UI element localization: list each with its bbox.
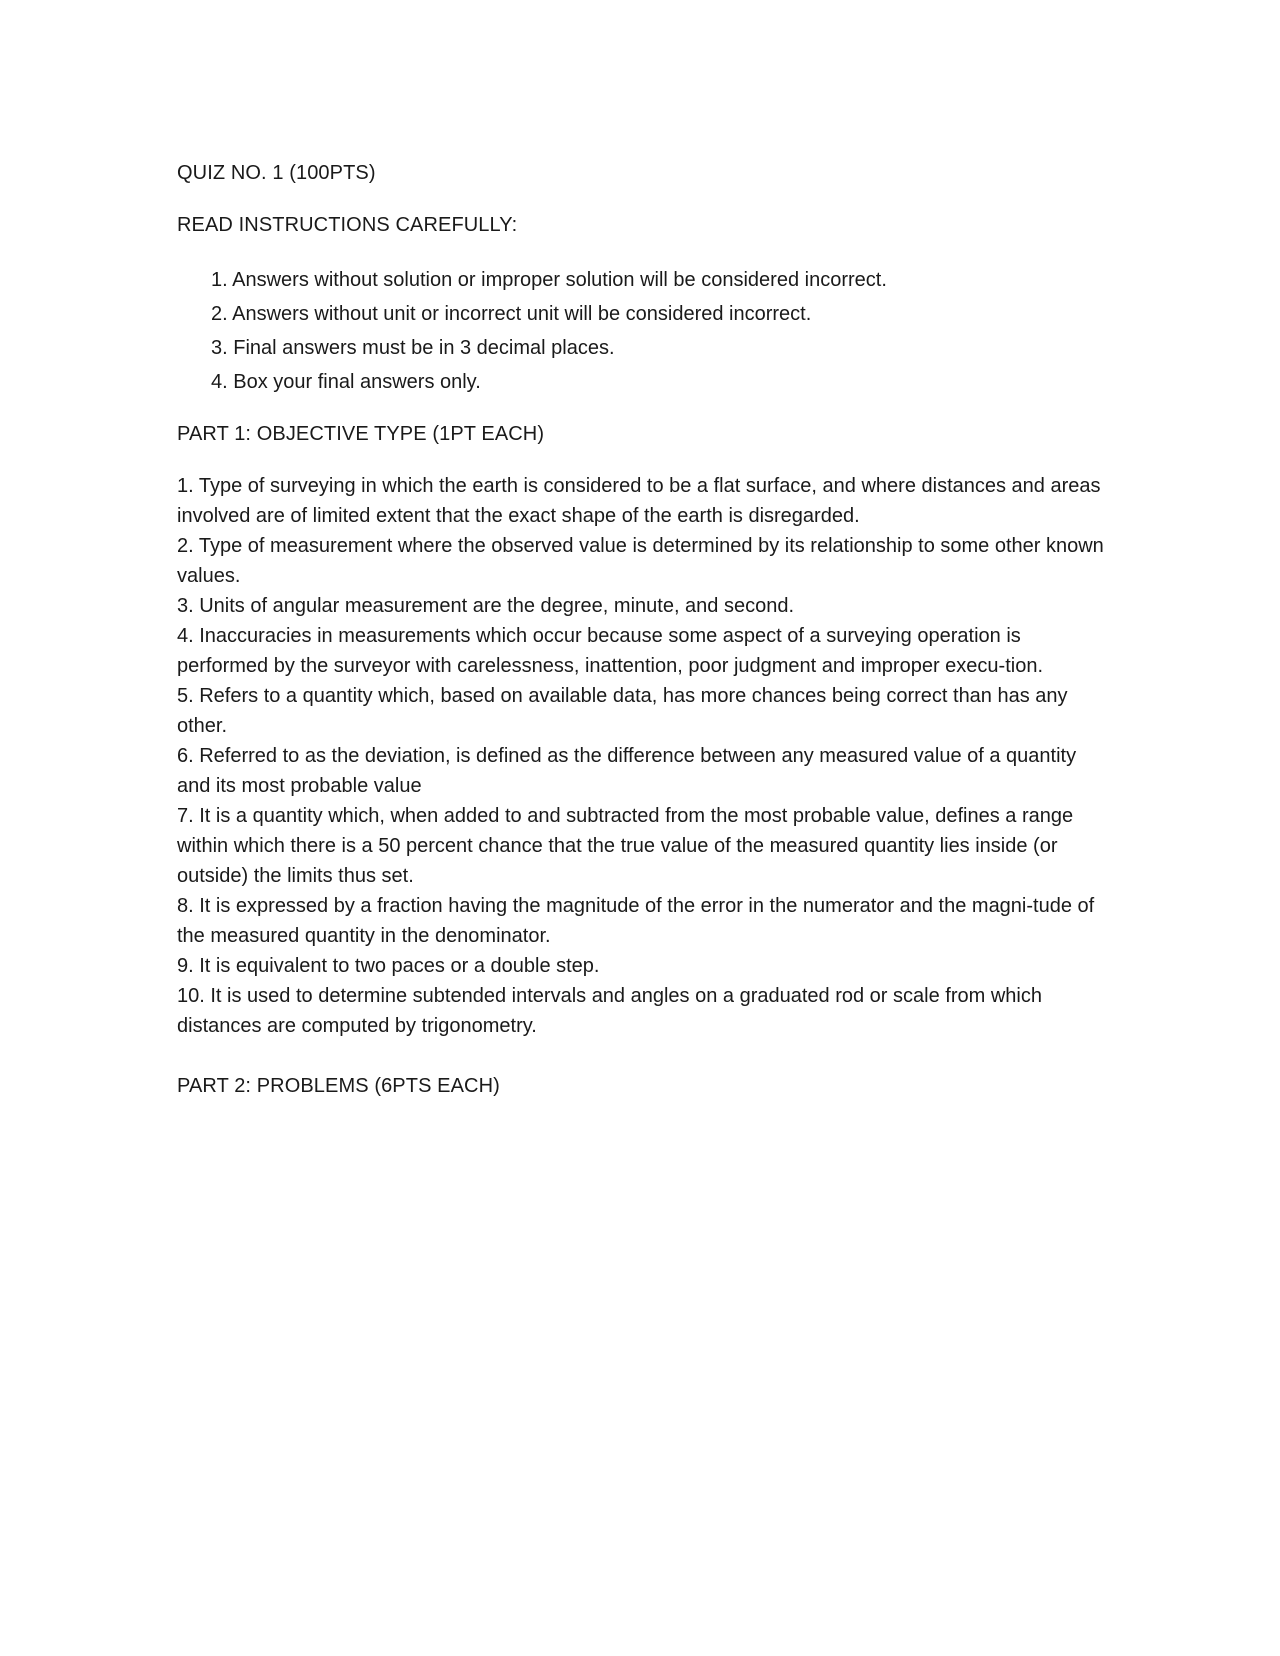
part1-heading: PART 1: OBJECTIVE TYPE (1PT EACH) [177, 423, 545, 445]
question-item: 6. Referred to as the deviation, is defined as the difference between any measured value of a quantity and its most probable value [177, 745, 1077, 797]
question-item: 9. It is equivalent to two paces or a double step. [177, 955, 600, 977]
instructions-heading: READ INSTRUCTIONS CAREFULLY: [177, 214, 518, 236]
quiz-title: QUIZ NO. 1 (100PTS) [177, 162, 376, 184]
question-item: 3. Units of angular measurement are the degree, minute, and second. [177, 595, 795, 617]
questions-list [177, 471, 1107, 1041]
question-item: 7. It is a quantity which, when added to and subtracted from the most probable value, defines a range within which there is a 50 percent chance that the true value of the measured quantity lies inside (or outside) the limits thus set. [177, 805, 1074, 887]
quiz-document [177, 150, 1107, 1101]
instruction-item: 2. Answers without unit or incorrect unit will be considered incorrect. [211, 303, 812, 325]
question-item: 2. Type of measurement where the observed value is determined by its relationship to some other known values. [177, 535, 1104, 587]
instruction-item: 3. Final answers must be in 3 decimal places. [211, 337, 615, 359]
instruction-item: 1. Answers without solution or improper solution will be considered incorrect. [211, 269, 887, 291]
question-item: 4. Inaccuracies in measurements which occur because some aspect of a surveying operation is performed by the surveyor with carelessness, inattention, poor judgment and improper execu-tion. [177, 625, 1044, 677]
question-item: 8. It is expressed by a fraction having the magnitude of the error in the numerator and the magni-tude of the measured quantity in the denominator. [177, 895, 1095, 947]
question-item: 10. It is used to determine subtended intervals and angles on a graduated rod or scale from which distances are computed by trigonometry. [177, 985, 1042, 1037]
part2-heading: PART 2: PROBLEMS (6PTS EACH) [177, 1075, 500, 1097]
instruction-item: 4. Box your final answers only. [211, 371, 481, 393]
question-item: 1. Type of surveying in which the earth is considered to be a flat surface, and where distances and areas involved are of limited extent that the exact shape of the earth is disregarded. [177, 475, 1101, 527]
question-item: 5. Refers to a quantity which, based on available data, has more chances being correct than has any other. [177, 685, 1068, 737]
instructions-list [177, 263, 1107, 399]
